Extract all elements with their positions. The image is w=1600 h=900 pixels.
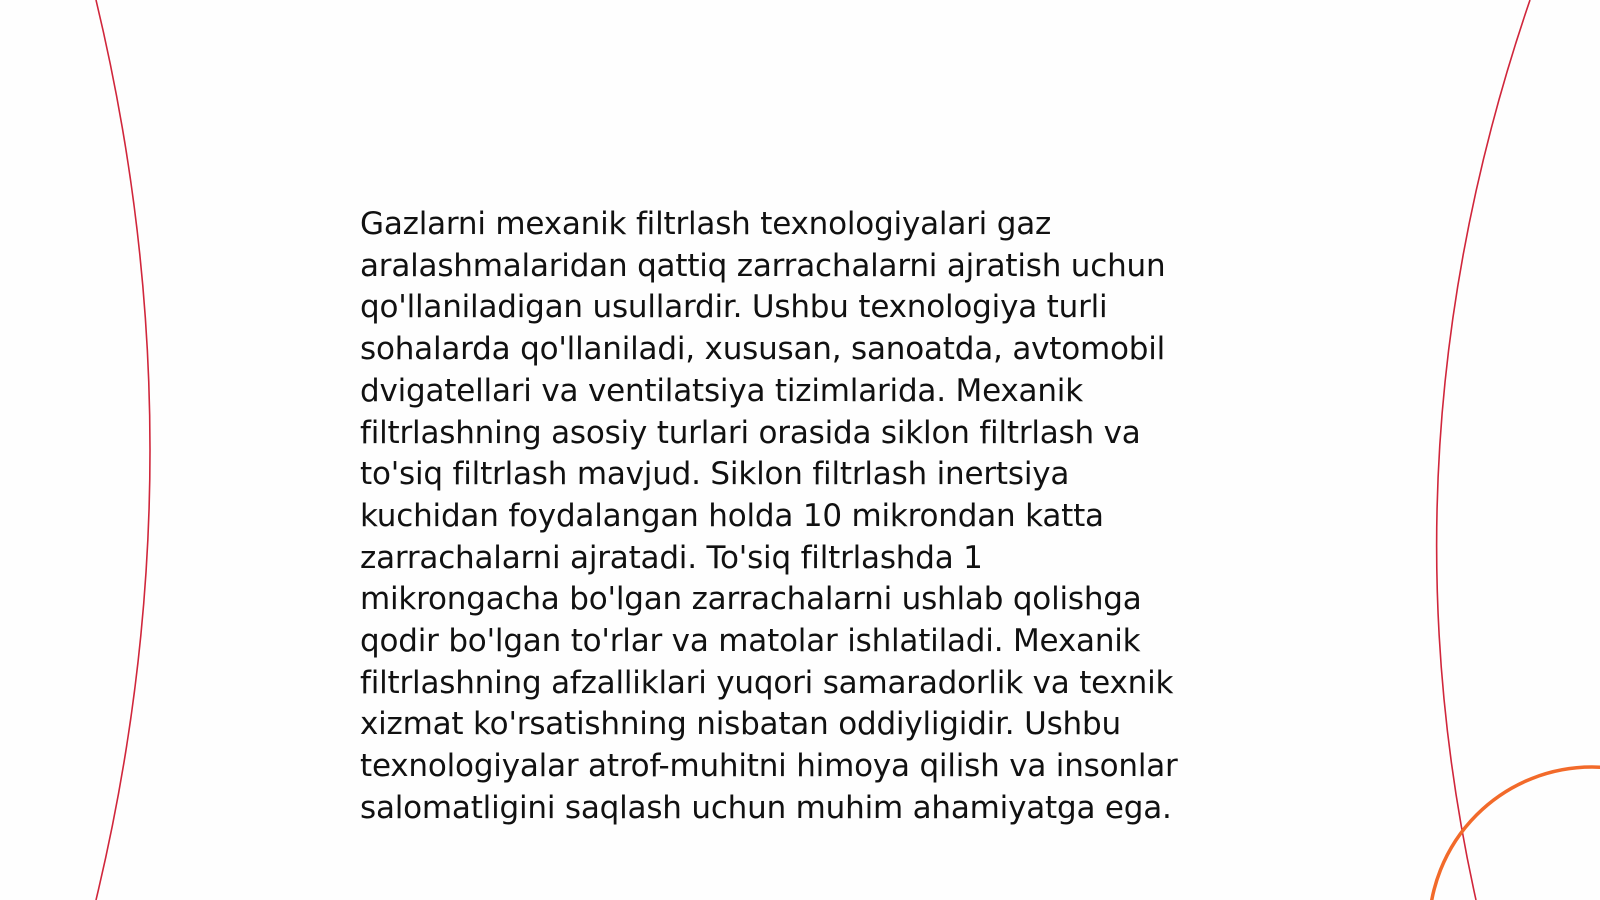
body-paragraph bbox=[360, 204, 1240, 830]
paragraph-line: qo'llaniladigan usullardir. Ushbu texnologiya turli bbox=[360, 289, 1108, 326]
left-curved-line bbox=[96, 0, 150, 900]
paragraph-line: xizmat ko'rsatishning nisbatan oddiyligidir. Ushbu bbox=[360, 706, 1121, 743]
paragraph-line: salomatligini saqlash uchun muhim ahamiyatga ega. bbox=[360, 789, 1172, 826]
paragraph-line: filtrlashning afzalliklari yuqori samaradorlik va texnik bbox=[360, 664, 1174, 701]
paragraph-line: kuchidan foydalangan holda 10 mikrondan katta bbox=[360, 497, 1104, 534]
paragraph-line: aralashmalaridan qattiq zarrachalarni ajratish uchun bbox=[360, 247, 1166, 284]
right-curved-line bbox=[1437, 0, 1530, 900]
paragraph-line: Gazlarni mexanik filtrlash texnologiyalari gaz bbox=[360, 206, 1052, 242]
paragraph-line: sohalarda qo'llaniladi, xususan, sanoatda, avtomobil bbox=[360, 331, 1166, 368]
paragraph-line: to'siq filtrlash mavjud. Siklon filtrlash inertsiya bbox=[360, 456, 1070, 493]
paragraph-line: dvigatellari va ventilatsiya tizimlarida. Mexanik bbox=[360, 372, 1083, 409]
paragraph-line: mikrongacha bo'lgan zarrachalarni ushlab qolishga bbox=[360, 581, 1142, 618]
paragraph-line: texnologiyalar atrof-muhitni himoya qilish va insonlar bbox=[360, 748, 1178, 785]
paragraph-line: zarrachalarni ajratadi. To'siq filtrlashda 1 bbox=[360, 539, 983, 576]
paragraph-line: qodir bo'lgan to'rlar va matolar ishlatiladi. Mexanik bbox=[360, 623, 1141, 660]
paragraph-line: filtrlashning asosiy turlari orasida siklon filtrlash va bbox=[360, 414, 1141, 451]
